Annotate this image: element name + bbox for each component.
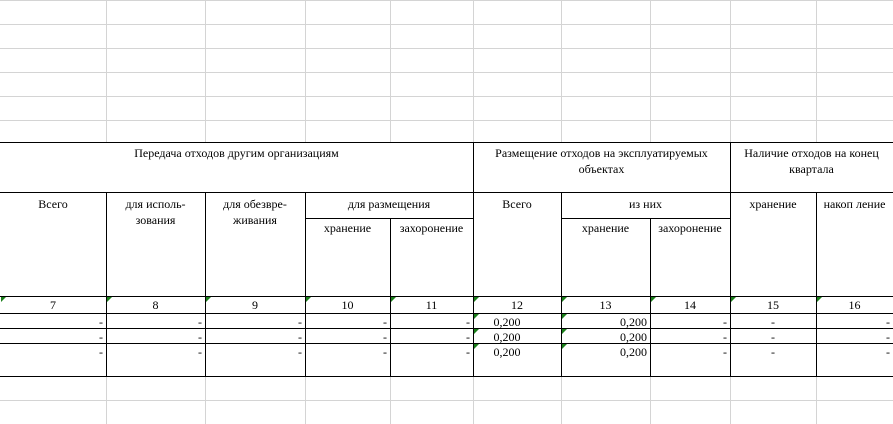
subheader-burial: захоронение (399, 221, 464, 235)
data-cell[interactable]: - (466, 315, 470, 329)
error-indicator-icon (306, 297, 311, 302)
column-number: 14 (684, 298, 696, 312)
subheader-total: Всего (502, 197, 532, 211)
data-cell[interactable]: - (723, 345, 727, 359)
gridline-h (0, 24, 893, 25)
gridline-v (205, 0, 206, 142)
data-cell[interactable]: 0,200 (620, 315, 647, 329)
data-cell[interactable]: - (298, 315, 302, 329)
gridline-h (0, 120, 893, 121)
data-cell[interactable]: - (383, 345, 387, 359)
data-cell[interactable]: 0,200 (493, 315, 521, 329)
data-cell[interactable]: - (383, 315, 387, 329)
group-divider (473, 142, 474, 376)
column-number: 7 (50, 298, 56, 312)
gridline-v (305, 376, 306, 424)
data-cell[interactable]: - (466, 330, 470, 344)
subheader-use: зования (135, 213, 176, 227)
gridline-h (0, 400, 893, 401)
gridline-v (305, 0, 306, 142)
error-indicator-icon (562, 314, 567, 319)
data-cell[interactable]: - (886, 330, 890, 344)
data-cell[interactable]: - (198, 330, 202, 344)
column-number: 10 (341, 298, 354, 312)
column-number: 11 (425, 298, 438, 312)
placing-subdivider (305, 218, 473, 219)
column-number: 16 (848, 298, 861, 312)
subheader-total: Всего (38, 197, 68, 211)
data-cell[interactable]: - (99, 315, 103, 329)
gridline-v (390, 376, 391, 424)
gridline-v (816, 376, 817, 424)
gridline-v (205, 376, 206, 424)
gridline-v (390, 0, 391, 142)
error-indicator-icon (474, 344, 479, 349)
gridline-v (106, 0, 107, 142)
subheader-burial: захоронение (658, 221, 722, 235)
column-number: 12 (511, 298, 523, 312)
data-cell[interactable]: - (771, 345, 775, 359)
subheader-storage: хранение (323, 221, 372, 235)
error-indicator-icon (562, 344, 567, 349)
error-indicator-icon (651, 297, 656, 302)
data-cell[interactable]: - (298, 345, 302, 359)
error-indicator-icon (107, 297, 112, 302)
error-indicator-icon (206, 297, 211, 302)
data-cell[interactable]: - (298, 330, 302, 344)
data-cell[interactable]: 0,200 (493, 345, 521, 359)
subheader-placing: для размещения (347, 197, 431, 211)
data-cell[interactable]: - (771, 315, 775, 329)
subheader-use: для исполь- (125, 197, 186, 211)
error-indicator-icon (391, 297, 396, 302)
gridline-v (473, 0, 474, 142)
gridline-h (0, 0, 893, 1)
column-number: 9 (252, 298, 258, 312)
gridline-v (650, 0, 651, 142)
error-indicator-icon (1, 297, 6, 302)
gridline-v (106, 376, 107, 424)
column-number: 13 (599, 298, 612, 312)
ofthem-subdivider (561, 218, 730, 219)
subheader-of-them: из них (628, 197, 662, 211)
data-cell[interactable]: - (886, 345, 890, 359)
data-cell[interactable]: 0,200 (620, 330, 647, 344)
table-border-top (0, 142, 893, 143)
gridline-v (730, 376, 731, 424)
subheader-neutralization: живания (233, 213, 277, 227)
subheader-accumulation: накоп ление (823, 197, 886, 211)
data-cell[interactable]: - (723, 330, 727, 344)
column-number: 15 (767, 298, 779, 312)
header-row-divider (0, 192, 893, 193)
data-cell[interactable]: - (99, 330, 103, 344)
gridline-v (561, 0, 562, 142)
header-placement: Размещение отходов на эксплуатируемых (495, 146, 708, 160)
gridline-h (0, 72, 893, 73)
column-number: 8 (152, 298, 159, 312)
error-indicator-icon (562, 297, 567, 302)
table-border-bottom (0, 376, 893, 377)
error-indicator-icon (817, 297, 822, 302)
gridline-v (650, 376, 651, 424)
error-indicator-icon (474, 314, 479, 319)
subheader-storage: хранение (749, 197, 797, 211)
gridline-h (0, 48, 893, 49)
data-cell[interactable]: - (723, 315, 727, 329)
error-indicator-icon (474, 329, 479, 334)
error-indicator-icon (562, 329, 567, 334)
header-placement: объектах (578, 162, 625, 176)
gridline-v (561, 376, 562, 424)
data-cell[interactable]: 0,200 (493, 330, 521, 344)
gridline-v (816, 0, 817, 142)
error-indicator-icon (731, 297, 736, 302)
gridline-v (473, 376, 474, 424)
header-transfer: Передача отходов другим организациям (134, 146, 339, 160)
data-cell[interactable]: 0,200 (620, 345, 647, 359)
data-cell[interactable]: - (466, 345, 470, 359)
gridline-v (730, 0, 731, 142)
header-presence: Наличие отходов на конец (744, 146, 879, 160)
subheader-neutralization: для обезвре- (223, 197, 287, 211)
error-indicator-icon (474, 297, 479, 302)
data-cell[interactable]: - (383, 330, 387, 344)
gridline-h (0, 96, 893, 97)
subheader-storage: хранение (581, 221, 630, 235)
data-cell[interactable]: - (886, 315, 890, 329)
header-presence: квартала (789, 162, 834, 176)
data-cell[interactable]: - (198, 345, 202, 359)
data-cell[interactable]: - (771, 330, 775, 344)
data-cell[interactable]: - (99, 345, 103, 359)
data-cell[interactable]: - (198, 315, 202, 329)
